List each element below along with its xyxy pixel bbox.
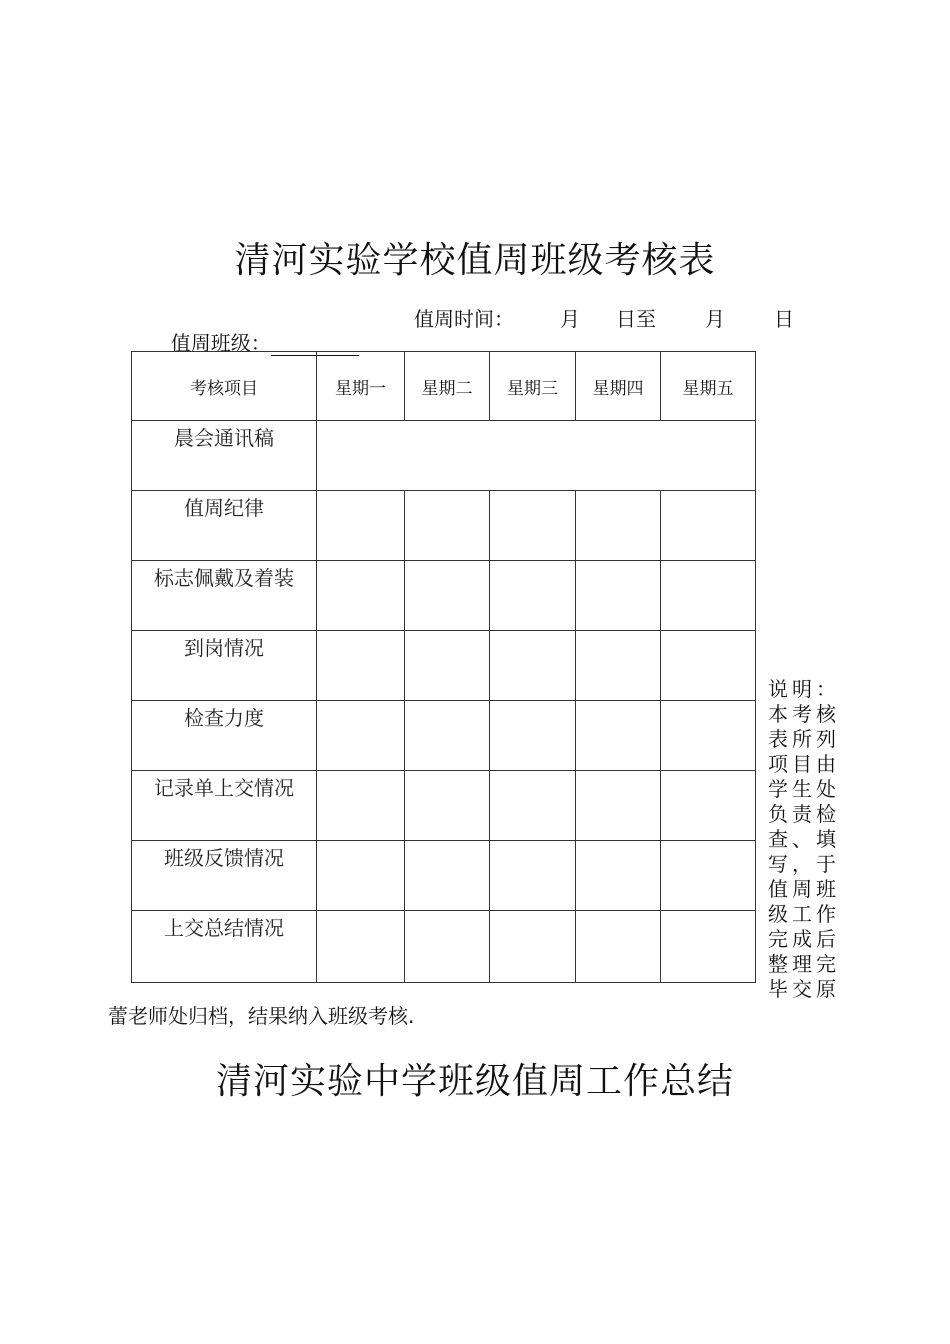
table-row: [132, 421, 756, 491]
table-cell[interactable]: [661, 561, 756, 631]
duty-month-end: 月: [705, 307, 725, 331]
row-label: 标志佩戴及着装: [132, 561, 317, 631]
table-cell[interactable]: [490, 561, 576, 631]
duty-day-start: 日至: [616, 307, 656, 331]
explanation-note: 说明：本考核表所列项目由学生处负责检查、填写，于值周班级工作完成后整理完毕交原: [768, 677, 840, 1001]
duty-class-label: 值周班级：: [170, 331, 271, 355]
table-cell[interactable]: [317, 911, 405, 983]
table-cell[interactable]: [490, 701, 576, 771]
assessment-table: [131, 351, 756, 983]
header-monday: 星期一: [317, 352, 405, 421]
row-label: 班级反馈情况: [132, 841, 317, 911]
table-cell[interactable]: [317, 631, 405, 701]
table-cell[interactable]: [405, 771, 490, 841]
table-header-row: [132, 352, 756, 421]
header-wednesday: 星期三: [490, 352, 576, 421]
table-cell[interactable]: [405, 911, 490, 983]
table-cell[interactable]: [661, 701, 756, 771]
table-cell[interactable]: [576, 841, 661, 911]
merged-cell[interactable]: [317, 421, 756, 491]
table-cell[interactable]: [490, 911, 576, 983]
header-friday: 星期五: [661, 352, 756, 421]
table-cell[interactable]: [405, 631, 490, 701]
table-cell[interactable]: [576, 911, 661, 983]
table-cell[interactable]: [576, 631, 661, 701]
table-cell[interactable]: [661, 911, 756, 983]
table-cell[interactable]: [490, 771, 576, 841]
table-cell[interactable]: [317, 561, 405, 631]
duty-month-start: 月: [560, 307, 580, 331]
row-label: 值周纪律: [132, 491, 317, 561]
row-label: 检查力度: [132, 701, 317, 771]
header-thursday: 星期四: [576, 352, 661, 421]
row-label: 晨会通讯稿: [132, 421, 317, 491]
table-cell[interactable]: [576, 561, 661, 631]
table-cell[interactable]: [490, 841, 576, 911]
table-cell[interactable]: [576, 771, 661, 841]
row-label: 上交总结情况: [132, 911, 317, 983]
table-cell[interactable]: [405, 561, 490, 631]
duty-time-label: 值周时间：: [414, 307, 514, 331]
table-cell[interactable]: [490, 491, 576, 561]
table-cell[interactable]: [317, 771, 405, 841]
table-row: [132, 771, 756, 841]
table-cell[interactable]: [317, 841, 405, 911]
summary-title: 清河实验中学班级值周工作总结: [215, 1061, 734, 1102]
table-row: [132, 911, 756, 983]
header-item: 考核项目: [132, 352, 317, 421]
page-title: 清河实验学校值周班级考核表: [234, 240, 716, 281]
table-row: [132, 561, 756, 631]
table-cell[interactable]: [317, 701, 405, 771]
table-cell[interactable]: [661, 771, 756, 841]
table-cell[interactable]: [490, 631, 576, 701]
table-cell[interactable]: [576, 701, 661, 771]
table-cell[interactable]: [405, 701, 490, 771]
table-cell[interactable]: [576, 491, 661, 561]
table-cell[interactable]: [317, 491, 405, 561]
table-cell[interactable]: [405, 491, 490, 561]
table-cell[interactable]: [661, 631, 756, 701]
row-label: 记录单上交情况: [132, 771, 317, 841]
duty-class-field: [158, 303, 359, 356]
table-row: [132, 631, 756, 701]
table-row: [132, 841, 756, 911]
footer-text: 蕾老师处归档，结果纳入班级考核.: [108, 1004, 415, 1028]
header-tuesday: 星期二: [405, 352, 490, 421]
duty-day-end: 日: [774, 307, 794, 331]
table-row: [132, 701, 756, 771]
table-cell[interactable]: [661, 491, 756, 561]
table-cell[interactable]: [405, 841, 490, 911]
table-row: [132, 491, 756, 561]
table-cell[interactable]: [661, 841, 756, 911]
row-label: 到岗情况: [132, 631, 317, 701]
